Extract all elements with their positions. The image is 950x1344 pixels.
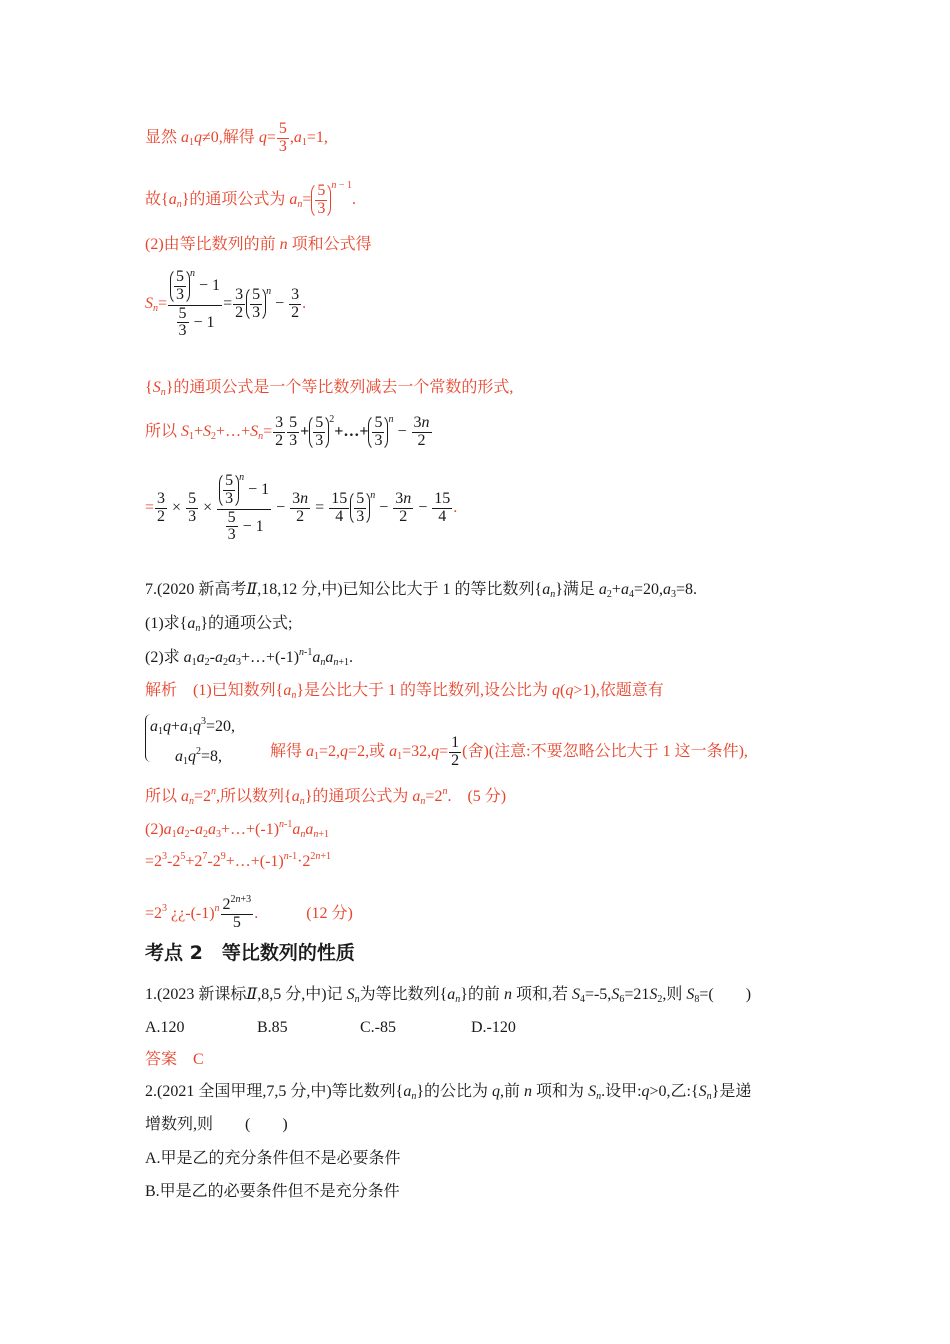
problem-1-option-b: B.85	[257, 1019, 288, 1036]
solution-7-line-5: $=2^3-2^5+2^7-2^9+\dots+(-1)^{n-1}\cdot 2^{2n+1}$	[145, 851, 332, 870]
problem-1: 1.(2023 新课标Ⅱ,8,5 分,中)记 $S_n$为等比数列$\{a_n\}$的前 n 项和,若 $S_4=-5,S_6=21S_2$,则 $S_8=$( )	[145, 986, 752, 1005]
solution-line-1: 显然 $a_1q\ne 0$,解得 q= $\frac{5}{3}$ $,a_1=1$,	[145, 120, 328, 155]
problem-2-option-a: A.甲是乙的充分条件但不是必要条件	[145, 1150, 401, 1167]
solution-sn-formula: $S_n=$ $\frac{5}{3}$ $^n$ − 1 $\frac{5}{3}$ − 1 = $\frac{3}{2}$ $\frac{5}{3}$ $^n$ − $\frac{3}{2}$ .	[145, 267, 307, 340]
problem-2-option-b: B.甲是乙的必要条件但不是充分条件	[145, 1183, 400, 1200]
problem-1-option-d: D.-120	[471, 1019, 516, 1036]
solution-7-line-2: 解得 $a_1=2,q=2$,或 $a_1=32,q=$ $\frac{1}{2}$ (舍)(注意:不要忽略公比大于 1 这一条件),	[270, 734, 748, 769]
solution-line-6: 所以 $S_1+S_2+\dots+S_n=$ $\frac{3}{2}$ $\frac{5}{3}$ + $\frac{5}{3}$ $^2$+…+ $\frac{5}{3}$ $^n$ − $\frac{3n}{2}$	[145, 413, 430, 449]
question-7-part-2: (2)求 $a_1a_2-a_2a_3+\dots+(-1)^{n-1}a_na_{n+1}$.	[145, 647, 354, 668]
problem-1-option-c: C.-85	[360, 1019, 396, 1036]
section-heading: 考点 2 等比数列的性质	[145, 942, 355, 964]
solution-line-7: = $\frac{3}{2}$ × $\frac{5}{3}$ × $\frac{5}{3}$ $^n$ − 1 $\frac{5}{3}$ − 1 − $\frac{3n}{2}$ = $\frac{15}{4}$ $\frac{5}{3}$ $^n$ − $\frac{3n}{2}$ − $\frac{15}{4}$ .	[145, 471, 458, 544]
solution-line-5: $\{S_n\}$的通项公式是一个等比数列减去一个常数的形式,	[145, 379, 514, 398]
problem-2-line-2: 增数列,则 ( )	[145, 1116, 288, 1133]
solution-7-line-4: $(2)a_1a_2-a_2a_3+\dots+(-1)^{n-1}a_na_{n+1}$	[145, 819, 329, 840]
question-7-part-1: (1)求$\{a_n\}$的通项公式;	[145, 615, 293, 634]
system-eq-2: $a_1q^2=8$,	[175, 746, 223, 767]
problem-2-line-1: 2.(2021 全国甲理,7,5 分,中)等比数列$\{a_n\}$的公比为 q,前 n 项和为 $S_n$.设甲:q>0,乙$:\{S_n\}$是递	[145, 1083, 752, 1102]
solution-line-2: 故$\{a_n\}$的通项公式为 $a_n=$ $\frac{5}{3}$ $^{n - 1}$.	[145, 179, 357, 217]
problem-1-answer: 答案 C	[145, 1051, 204, 1068]
problem-1-option-a: A.120	[145, 1019, 185, 1036]
solution-line-3: (2)由等比数列的前 n 项和公式得	[145, 236, 372, 253]
system-eq-1: $a_1q+a_1q^3=20$,	[150, 716, 236, 737]
question-7: 7.(2020 新高考Ⅱ,18,12 分,中)已知公比大于 1 的等比数列$\{a_n\}$满足 $a_2+a_4=20,a_3=8$.	[145, 581, 698, 600]
solution-7-line-6: $=2^3$ ¿¿$-(-1)^n$ $\frac{2^{2n+3}}{5}$ . (12 分)	[145, 894, 353, 931]
solution-7-line-3: 所以 $a_n=2^n$,所以数列$\{a_n\}$的通项公式为 $a_n=2^n$. (5 分)	[145, 786, 507, 807]
solution-7-line-1: 解析 (1)已知数列$\{a_n\}$是公比大于 1 的等比数列,设公比为 q(q>1),依题意有	[145, 682, 664, 701]
